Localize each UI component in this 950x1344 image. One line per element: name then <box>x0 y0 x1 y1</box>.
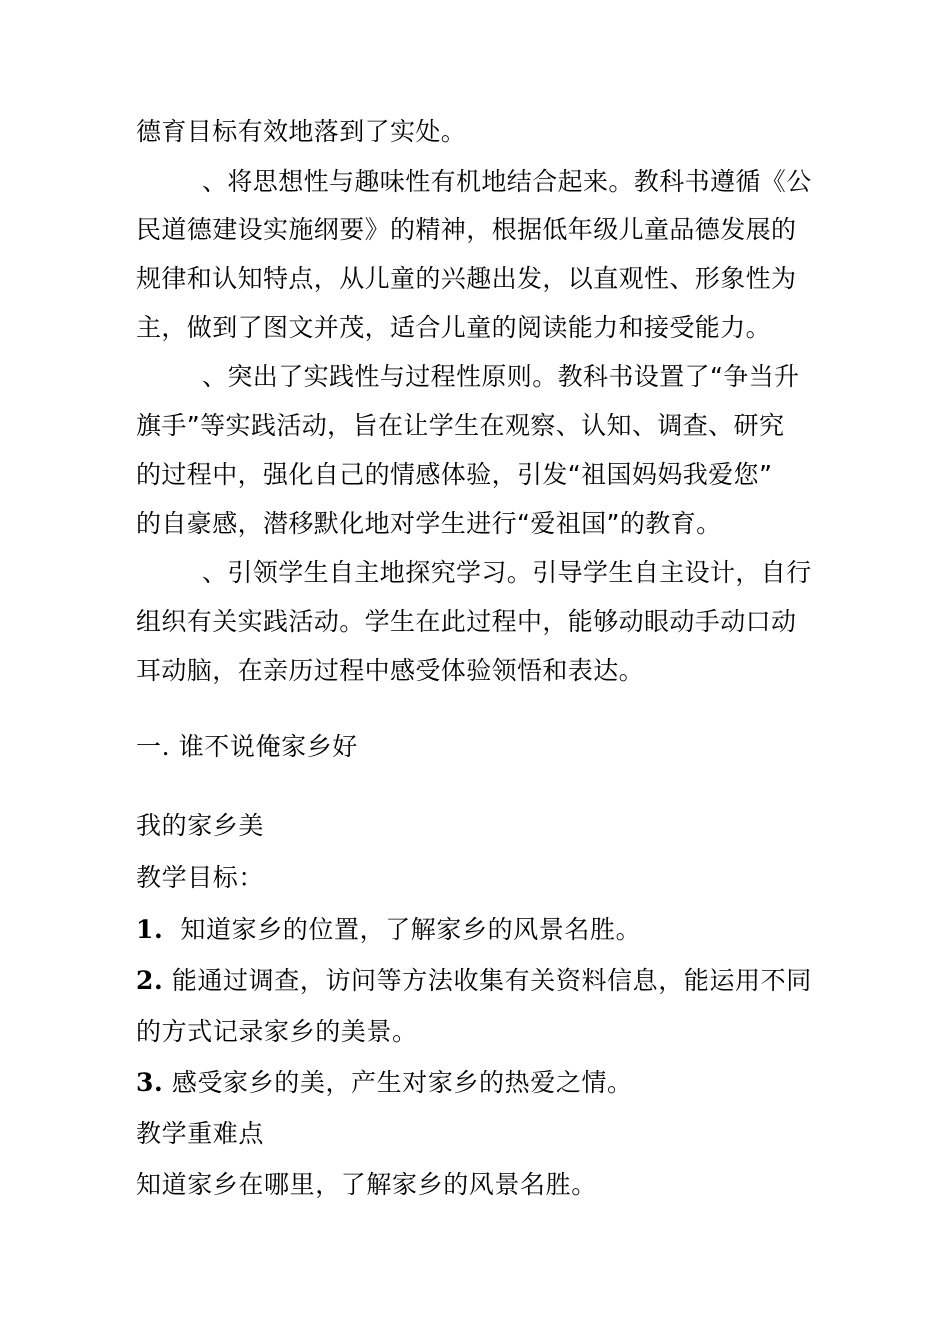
key-text: 知道家乡在哪里，了解家乡的风景名胜。 <box>136 1170 597 1199</box>
goal-number: 3. <box>136 1068 164 1097</box>
intro-line: 规律和认知特点，从儿童的兴趣出发，以直观性、形象性为 <box>136 264 797 293</box>
goal-item <box>136 910 826 946</box>
intro-line: 德育目标有效地落到了实处。 <box>136 117 467 146</box>
key-heading: 教学重难点 <box>136 1119 265 1148</box>
intro-line: 的过程中，强化自己的情感体验，引发“祖国妈妈我爱您” <box>136 460 773 489</box>
intro-line: 、将思想性与趣味性有机地结合起来。教科书遵循《公 <box>202 167 812 196</box>
intro-line: 旗手”等实践活动，旨在让学生在观察、认知、调查、研究 <box>136 411 785 440</box>
intro-line: 主，做到了图文并茂，适合儿童的阅读能力和接受能力。 <box>136 313 772 342</box>
goal-item <box>136 961 826 997</box>
intro-line: 的自豪感，潜移默化地对学生进行“爱祖国”的教育。 <box>136 509 722 538</box>
unit-title: 一. 谁不说俺家乡好 <box>136 732 358 761</box>
goal-text: 能通过调查，访问等方法收集有关资料信息，能运用不同 <box>171 966 812 995</box>
intro-line: 耳动脑，在亲历过程中感受体验领悟和表达。 <box>136 656 645 685</box>
goal-number: 2. <box>136 966 164 995</box>
goals-heading: 教学目标： <box>136 863 265 892</box>
goal-text: 知道家乡的位置，了解家乡的风景名胜。 <box>180 915 642 944</box>
goal-item <box>136 1063 826 1099</box>
goal-item-continued: 的方式记录家乡的美景。 <box>136 1017 418 1046</box>
intro-line: 民道德建设实施纲要》的精神，根据低年级儿童品德发展的 <box>136 215 797 244</box>
goal-number: 1. <box>136 915 164 944</box>
goal-text: 感受家乡的美，产生对家乡的热爱之情。 <box>171 1068 633 1097</box>
intro-line: 组织有关实践活动。学生在此过程中，能够动眼动手动口动 <box>136 607 797 636</box>
intro-line: 、引领学生自主地探究学习。引导学生自主设计，自行 <box>202 558 812 587</box>
lesson-title: 我的家乡美 <box>136 811 265 840</box>
intro-line: 、突出了实践性与过程性原则。教科书设置了“争当升 <box>202 362 800 391</box>
